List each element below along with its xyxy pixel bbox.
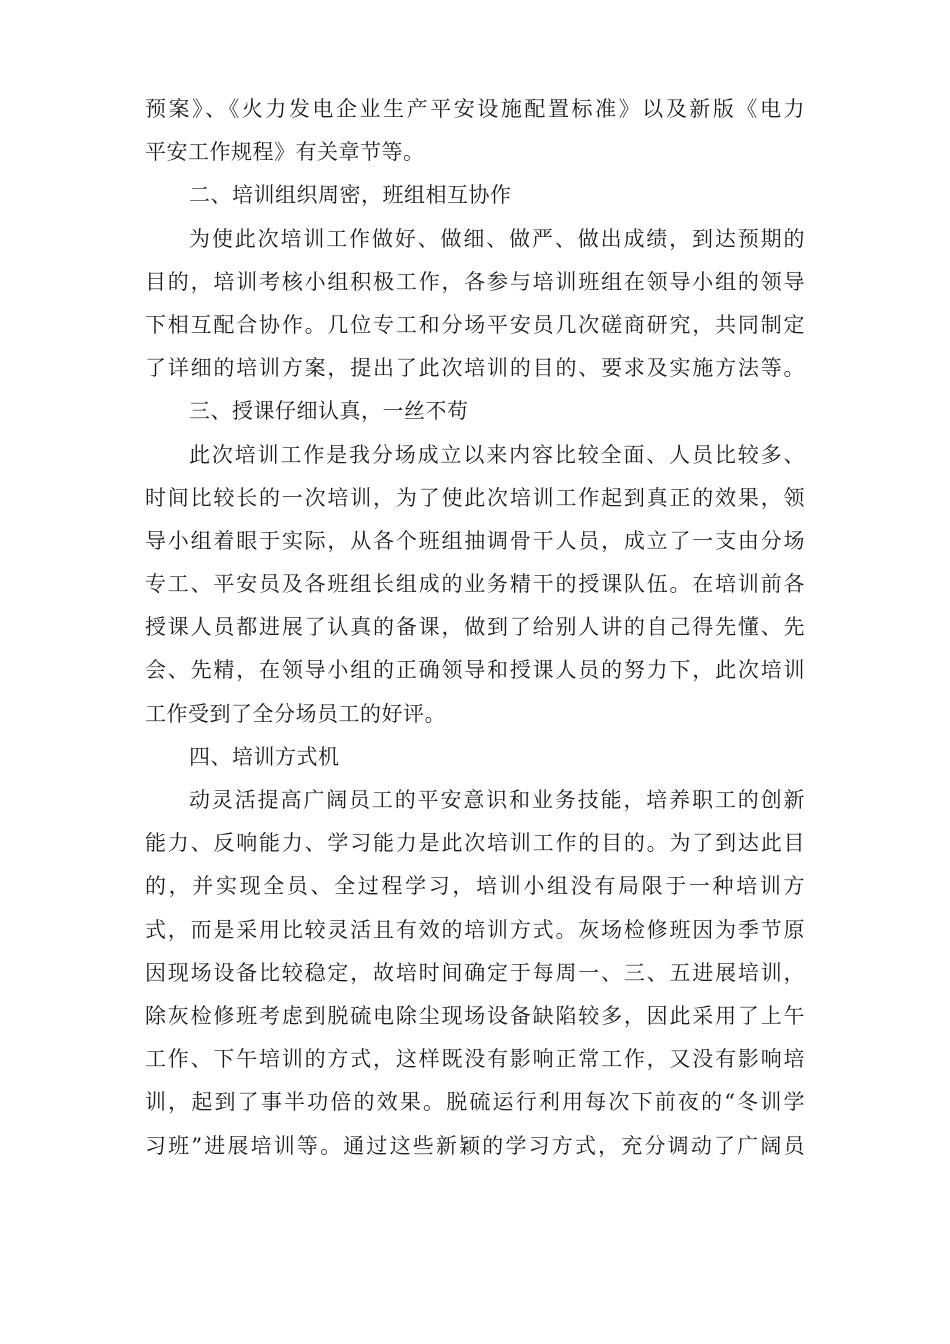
text-line: 下相互配合协作。几位专工和分场平安员几次磋商研究，共同制定 xyxy=(145,312,805,337)
text-line: 预案》、《火力发电企业生产平安设施配置标准》以及新版《电力 xyxy=(145,97,805,121)
text-line: 目的，培训考核小组积极工作，各参与培训班组在领导小组的领导 xyxy=(145,269,805,294)
text-line: 导小组着眼于实际，从各个班组抽调骨干人员，成立了一支由分场 xyxy=(145,528,805,553)
text-line: 式，而是采用比较灵活且有效的培训方式。灰场检修班因为季节原 xyxy=(145,917,805,942)
text-line: 习班”进展培训等。通过这些新颖的学习方式，充分调动了广阔员 xyxy=(145,1133,805,1158)
text-line: 授课人员都进展了认真的备课，做到了给别人讲的自己得先懂、先 xyxy=(145,615,805,640)
text-line: 专工、平安员及各班组长组成的业务精干的授课队伍。在培训前各 xyxy=(145,572,805,597)
text-line: 因现场设备比较稳定，故培时间确定于每周一、三、五进展培训， xyxy=(145,960,805,985)
text-line: 此次培训工作是我分场成立以来内容比较全面、人员比较多、 xyxy=(189,442,805,467)
text-line: 工作、下午培训的方式，这样既没有影响正常工作，又没有影响培 xyxy=(145,1047,805,1072)
text-line: 工作受到了全分场员工的好评。 xyxy=(145,701,446,726)
text-line: 训，起到了事半功倍的效果。脱硫运行利用每次下前夜的“冬训学 xyxy=(145,1090,805,1115)
text-line: 动灵活提高广阔员工的平安意识和业务技能，培养职工的创新 xyxy=(189,788,805,812)
document-body xyxy=(145,88,805,1168)
text-line: 的，并实现全员、全过程学习，培训小组没有局限于一种培训方 xyxy=(145,874,805,899)
text-line: 会、先精，在领导小组的正确领导和授课人员的努力下，此次培训 xyxy=(145,658,805,683)
text-line: 能力、反响能力、学习能力是此次培训工作的目的。为了到达此目 xyxy=(145,831,805,856)
text-line: 时间比较长的一次培训，为了使此次培训工作起到真正的效果，领 xyxy=(145,485,805,510)
text-line: 为使此次培训工作做好、做细、做严、做出成绩，到达预期的 xyxy=(189,226,805,251)
section-heading: 四、培训方式机 xyxy=(189,744,340,769)
text-line: 了详细的培训方案，提出了此次培训的目的、要求及实施方法等。 xyxy=(145,356,805,381)
text-line: 平安工作规程》有关章节等。 xyxy=(145,140,425,165)
section-heading: 三、授课仔细认真，一丝不苟 xyxy=(189,399,469,424)
section-heading: 二、培训组织周密，班组相互协作 xyxy=(189,183,512,208)
text-line: 除灰检修班考虑到脱硫电除尘现场设备缺陷较多，因此采用了上午 xyxy=(145,1003,805,1028)
